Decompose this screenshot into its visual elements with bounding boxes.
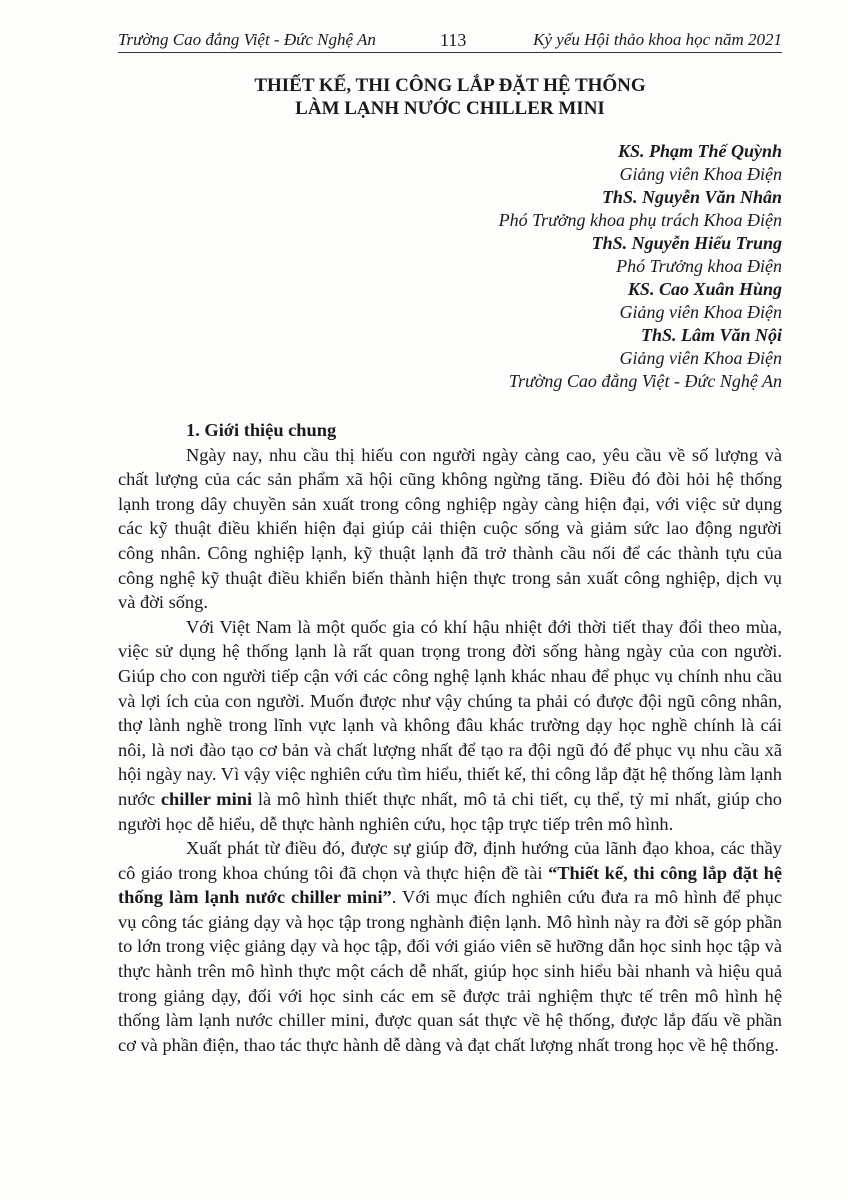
running-header <box>118 28 782 53</box>
author-role: Phó Trưởng khoa phụ trách Khoa Điện <box>498 210 782 230</box>
section-body <box>118 418 782 1057</box>
paragraph-3-text-b: . Với mục đích nghiên cứu đưa ra mô hình để phục vụ công tác giảng dạy và học tập trong nghành điện lạnh. Mô hình này ra đời sẽ góp phần to lớn trong việc giảng dạy và học tập, đối với giáo viên sẽ hưỡng dẫn học sinh học tập và thực hành trên mô hình thực một cách dễ nhất, giúp học sinh hiểu bài nhanh và hiệu quả trong giảng dạy, đối với học sinh các em sẽ được trải nghiệm thực tế trên mô hình hệ thống làm lạnh nước chiller mini, được quan sát thực về hệ thống, được lắp đấu về phần cơ và phần điện, thao tác thực hành dễ dàng và đạt chất lượng nhất trong học về hệ thống. <box>118 887 782 1055</box>
author-name: ThS. Nguyễn Văn Nhân <box>601 187 782 207</box>
header-proceedings: Kỷ yếu Hội thảo khoa học năm 2021 <box>533 30 782 49</box>
title-line-1: THIẾT KẾ, THI CÔNG LẮP ĐẶT HỆ THỐNG <box>254 75 646 96</box>
title-line-2: LÀM LẠNH NƯỚC CHILLER MINI <box>295 98 605 119</box>
paragraph-2-bold: chiller mini <box>160 788 253 809</box>
author-name: ThS. Nguyễn Hiếu Trung <box>591 233 782 253</box>
author-role: Giảng viên Khoa Điện <box>619 348 782 368</box>
paragraph-3-text-a: Xuất phát từ điều đó, được sự giúp đỡ, định hướng của lãnh đạo khoa, các thầy cô giáo trong khoa chúng tôi đã chọn và thực hiện đề tài <box>118 838 782 883</box>
paragraph-1: Ngày nay, nhu cầu thị hiếu con người ngày càng cao, yêu cầu về số lượng và chất lượng của các sản phẩm xã hội cũng không ngừng tăng. Điều đó đòi hỏi hệ thống lạnh trong dây chuyền sản xuất trong công nghiệp ngày càng hiện đại, với việc sử dụng các kỹ thuật điều khiển hiện đại giúp cải thiện cuộc sống và giảm sức lao động người công nhân. Công nghiệp lạnh, kỹ thuật lạnh đã trở thành cầu nối để các thành tựu của công nghệ kỹ thuật điều khiển biến thành hiện thực trong sản xuất công nghiệp, dịch vụ và đời sống. <box>118 444 782 613</box>
author-name: KS. Cao Xuân Hùng <box>627 279 782 299</box>
section-heading: 1. Giới thiệu chung <box>186 420 337 440</box>
paragraph-3-bold: “Thiết kế, thi công lắp đặt hệ thống làm lạnh nước chiller mini” <box>118 862 782 908</box>
author-list <box>262 140 782 393</box>
author-role: Phó Trưởng khoa Điện <box>616 256 782 276</box>
author-role: Giảng viên Khoa Điện <box>619 164 782 184</box>
header-institution: Trường Cao đẳng Việt - Đức Nghệ An <box>118 30 376 49</box>
author-name: KS. Phạm Thế Quỳnh <box>617 141 782 161</box>
paragraph-2-text-a: Với Việt Nam là một quốc gia có khí hậu nhiệt đới thời tiết thay đổi theo mùa, việc sử dụng hệ thống lạnh là rất quan trọng trong đời sống hàng ngày của con người. Giúp cho con người tiếp cận với các công nghệ lạnh khác nhau để phục vụ chính nhu cầu và lợi ích của con người. Muốn được như vậy chúng ta phải có được đội ngũ công nhân, thợ lành nghề trong lĩnh vực lạnh và không đâu khác trường dạy học nghề chính là cái nôi, là nơi đào tạo cơ bản và chất lượng nhất để tạo ra đội ngũ đó để phục vụ nhu cầu xã hội ngày nay. Vì vậy việc nghiên cứu tìm hiểu, thiết kế, thi công lắp đặt hệ thống làm lạnh nước <box>118 616 782 809</box>
author-name: ThS. Lâm Văn Nội <box>640 325 782 345</box>
author-role: Giảng viên Khoa Điện <box>619 302 782 322</box>
author-affiliation: Trường Cao đẳng Việt - Đức Nghệ An <box>508 371 782 391</box>
page-number: 113 <box>440 30 467 50</box>
paragraph-2 <box>118 615 782 836</box>
paragraph-2-text-b: là mô hình thiết thực nhất, mô tả chi tiết, cụ thể, tỷ mỉ nhất, giúp cho người học dễ hiểu, dễ thực hành nghiên cứu, học tập trực tiếp trên mô hình. <box>118 788 782 834</box>
paper-title <box>118 74 782 120</box>
paragraph-3 <box>118 836 782 1057</box>
